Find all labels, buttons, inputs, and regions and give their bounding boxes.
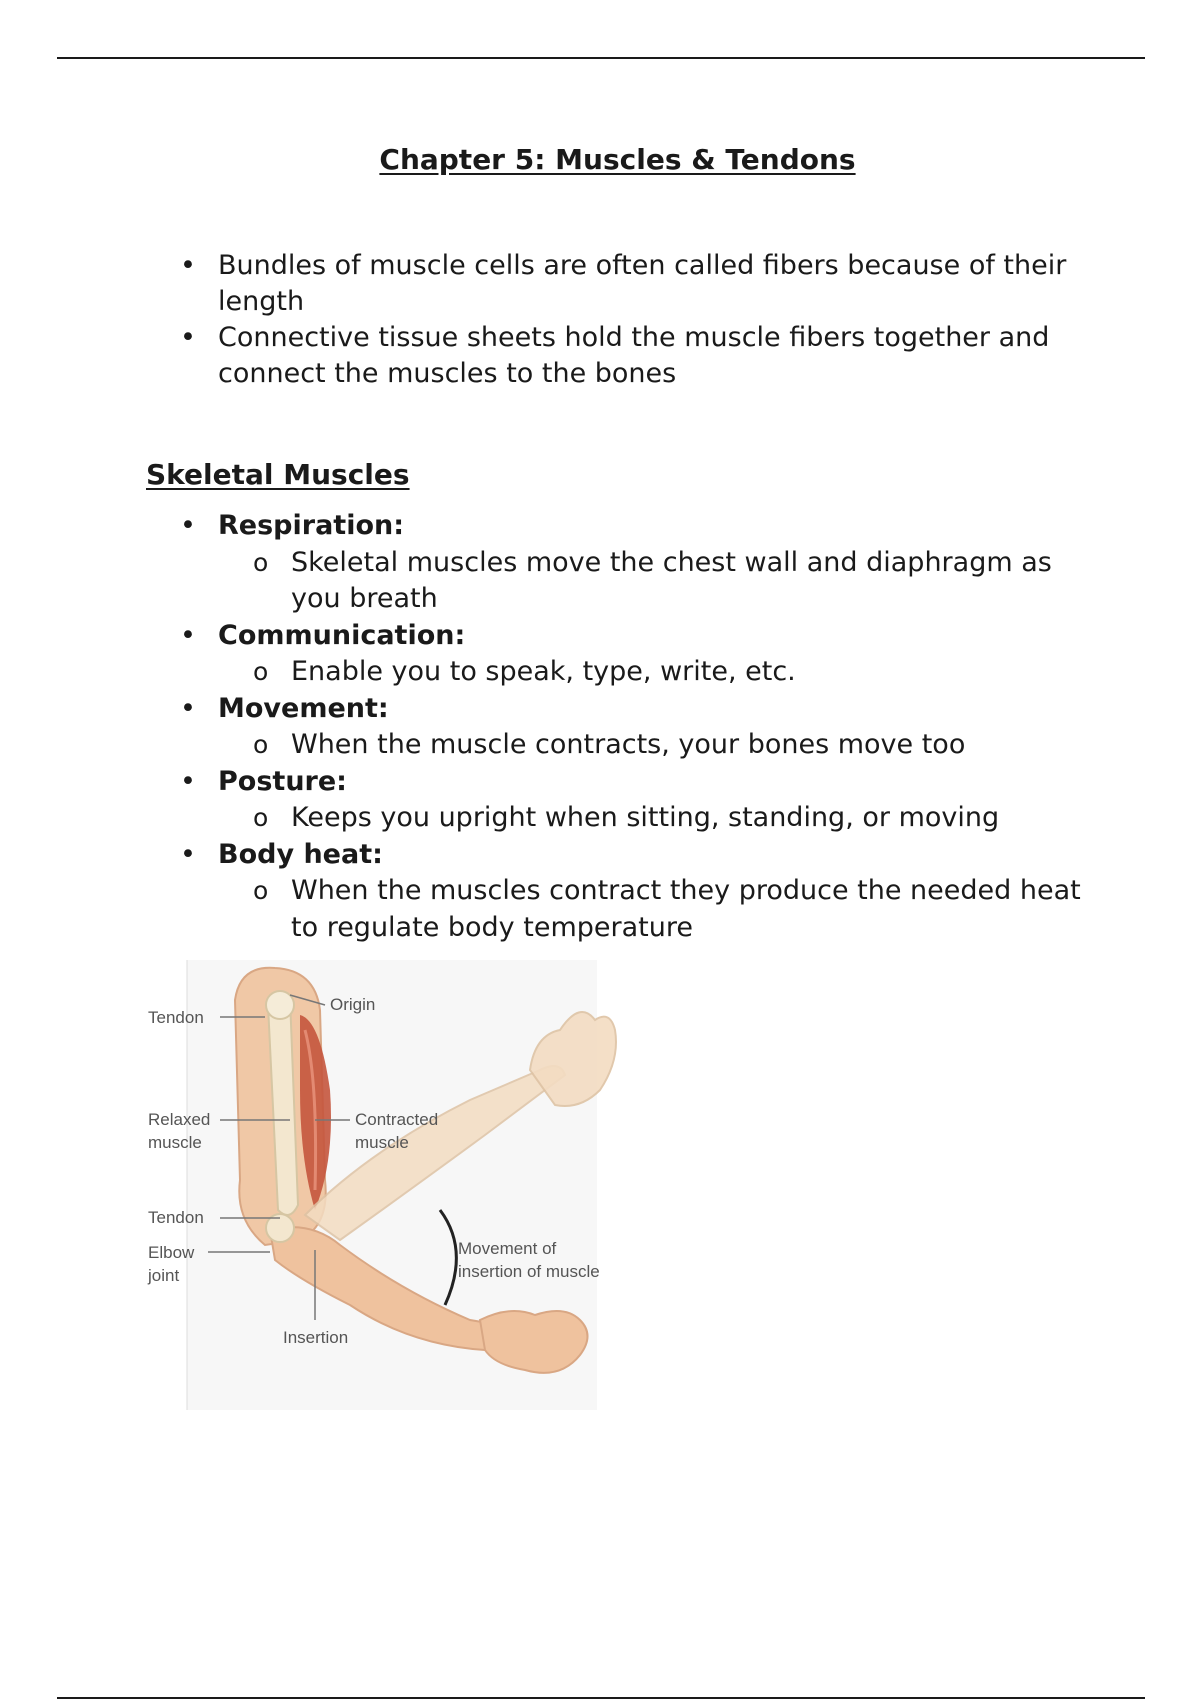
function-detail: o Keeps you upright when sitting, standing, or moving [253,800,1110,837]
function-term: • Posture: [218,765,347,797]
function-term: • Movement: [218,692,389,724]
figure-label-origin: Origin [330,995,376,1014]
intro-item: • Bundles of muscle cells are often called fibers because of their length [180,248,1110,320]
function-detail: o When the muscle contracts, your bones move too [253,727,1110,764]
function-term: • Communication: [218,619,466,651]
function-item [180,508,1110,618]
figure-label-tendon-top: Tendon [148,1008,204,1027]
function-item [180,764,1110,837]
footer-rule [57,1697,1145,1699]
figure-label-insertion: Insertion [283,1328,349,1347]
arm-illustration [140,960,620,1410]
function-term: • Body heat: [218,838,383,870]
function-item [180,618,1110,691]
page-title: Chapter 5: Muscles & Tendons [379,143,856,176]
figure-label-elbow: Elbow joint [148,1243,195,1285]
function-detail: o When the muscles contract they produce the needed heat to regulate body temperature [253,873,1110,946]
functions-list [180,508,1110,946]
figure-label-relaxed: Relaxed muscle [148,1110,211,1152]
figure-label-tendon-bottom: Tendon [148,1208,204,1227]
intro-item: • Connective tissue sheets hold the muscle fibers together and connect the muscles to the bones [180,320,1110,392]
function-detail: o Enable you to speak, type, write, etc. [253,654,1110,691]
function-item [180,837,1110,947]
figure-label-contracted: Contracted muscle [355,1110,439,1152]
figure-label-movement: Movement of insertion of muscle [458,1239,600,1281]
function-detail: o Skeletal muscles move the chest wall and diaphragm as you breath [253,545,1110,618]
function-item [180,691,1110,764]
intro-list [180,248,1110,392]
arm-muscle-figure [140,960,620,1410]
header-rule [57,57,1145,59]
function-term: • Respiration: [218,510,405,541]
section-heading: Skeletal Muscles [146,458,410,491]
